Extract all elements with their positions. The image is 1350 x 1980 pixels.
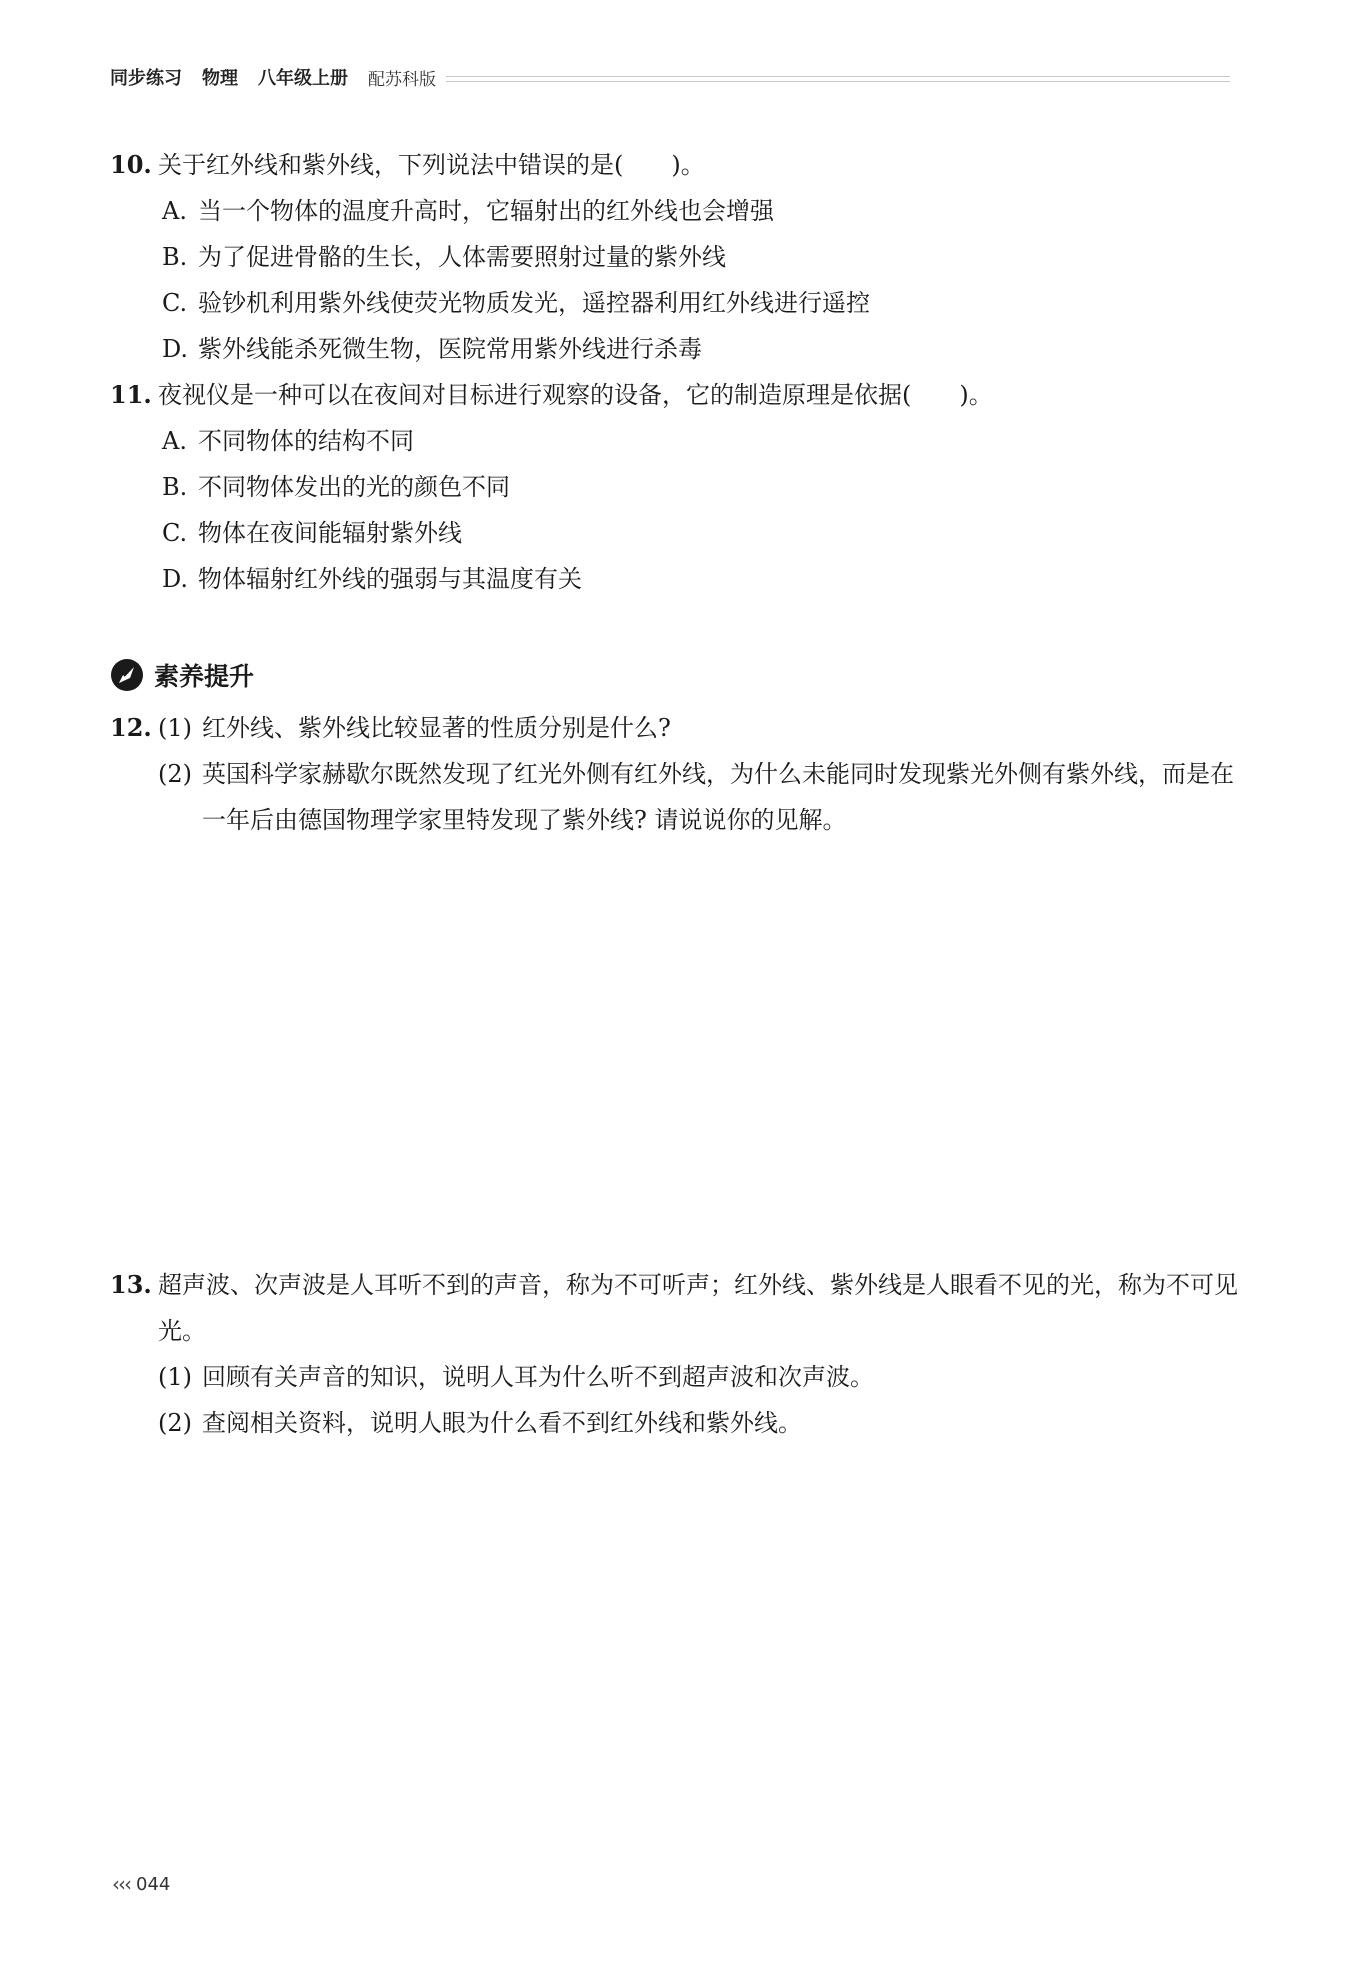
header-grade: 八年级上册 bbox=[258, 68, 348, 89]
option-text: 物体辐射红外线的强弱与其温度有关 bbox=[198, 565, 582, 593]
question-number: 10. bbox=[110, 150, 152, 179]
option-text: 为了促进骨骼的生长，人体需要照射过量的紫外线 bbox=[198, 243, 726, 271]
question-number: 11. bbox=[110, 380, 152, 409]
option-letter: A. bbox=[162, 197, 187, 225]
question-number: 12. bbox=[110, 713, 152, 742]
question-13 bbox=[110, 1262, 1240, 1446]
question-number: 13. bbox=[110, 1270, 152, 1299]
option-c bbox=[110, 510, 1240, 556]
header-subject: 物理 bbox=[202, 68, 238, 89]
option-a bbox=[110, 188, 1240, 234]
option-letter: A. bbox=[162, 427, 187, 455]
question-10-stem-line bbox=[110, 142, 1240, 188]
option-letter: C. bbox=[162, 519, 188, 547]
part-text: 查阅相关资料，说明人眼为什么看不到红外线和紫外线。 bbox=[202, 1409, 802, 1437]
part-text: 回顾有关声音的知识，说明人耳为什么听不到超声波和次声波。 bbox=[202, 1363, 874, 1391]
option-b bbox=[110, 234, 1240, 280]
option-text: 当一个物体的温度升高时，它辐射出的红外线也会增强 bbox=[198, 197, 774, 225]
part-label: (1) bbox=[158, 1363, 192, 1391]
question-13-stem-line bbox=[110, 1262, 1240, 1354]
option-d bbox=[110, 556, 1240, 602]
section-heading bbox=[110, 657, 254, 693]
question-stem: 关于红外线和紫外线，下列说法中错误的是( )。 bbox=[158, 151, 705, 179]
part-label: (2) bbox=[158, 1409, 192, 1437]
option-letter: B. bbox=[162, 473, 188, 501]
part-label: (2) bbox=[158, 760, 192, 788]
option-b bbox=[110, 464, 1240, 510]
part-text: 红外线、紫外线比较显著的性质分别是什么? bbox=[202, 714, 671, 742]
page-header bbox=[110, 62, 1230, 92]
option-a bbox=[110, 418, 1240, 464]
chevrons-left-icon: ‹‹‹ bbox=[112, 1872, 130, 1896]
option-letter: D. bbox=[162, 565, 189, 593]
part-text: 英国科学家赫歇尔既然发现了红光外侧有红外线，为什么未能同时发现紫光外侧有紫外线，而是在一年后由德国物理学家里特发现了紫外线? 请说说你的见解。 bbox=[202, 760, 1234, 834]
header-edition: 配苏科版 bbox=[368, 69, 436, 90]
option-text: 验钞机利用紫外线使荧光物质发光，遥控器利用红外线进行遥控 bbox=[198, 289, 870, 317]
question-11-stem-line bbox=[110, 372, 1240, 418]
option-letter: C. bbox=[162, 289, 188, 317]
section-title-text: 素养提升 bbox=[154, 662, 255, 691]
part-label: (1) bbox=[158, 714, 192, 742]
option-letter: D. bbox=[162, 335, 189, 363]
option-text: 物体在夜间能辐射紫外线 bbox=[198, 519, 462, 547]
question-12 bbox=[110, 705, 1240, 843]
header-series: 同步练习 bbox=[110, 68, 182, 89]
question-12-part-1 bbox=[110, 705, 1240, 751]
option-c bbox=[110, 280, 1240, 326]
question-stem: 夜视仪是一种可以在夜间对目标进行观察的设备，它的制造原理是依据( )。 bbox=[158, 381, 993, 409]
page-number: 044 bbox=[136, 1873, 171, 1895]
option-text: 不同物体的结构不同 bbox=[198, 427, 414, 455]
question-11 bbox=[110, 372, 1240, 602]
rocket-icon bbox=[110, 658, 144, 692]
option-text: 不同物体发出的光的颜色不同 bbox=[198, 473, 510, 501]
option-d bbox=[110, 326, 1240, 372]
question-12-part-2 bbox=[110, 751, 1240, 843]
header-rule bbox=[446, 76, 1230, 82]
question-13-part-1 bbox=[110, 1354, 1240, 1400]
question-13-part-2 bbox=[110, 1400, 1240, 1446]
option-letter: B. bbox=[162, 243, 188, 271]
question-stem: 超声波、次声波是人耳听不到的声音，称为不可听声；红外线、紫外线是人眼看不见的光，称为不可见光。 bbox=[158, 1271, 1238, 1345]
option-text: 紫外线能杀死微生物，医院常用紫外线进行杀毒 bbox=[198, 335, 702, 363]
question-10 bbox=[110, 142, 1240, 372]
page-footer bbox=[112, 1872, 170, 1896]
